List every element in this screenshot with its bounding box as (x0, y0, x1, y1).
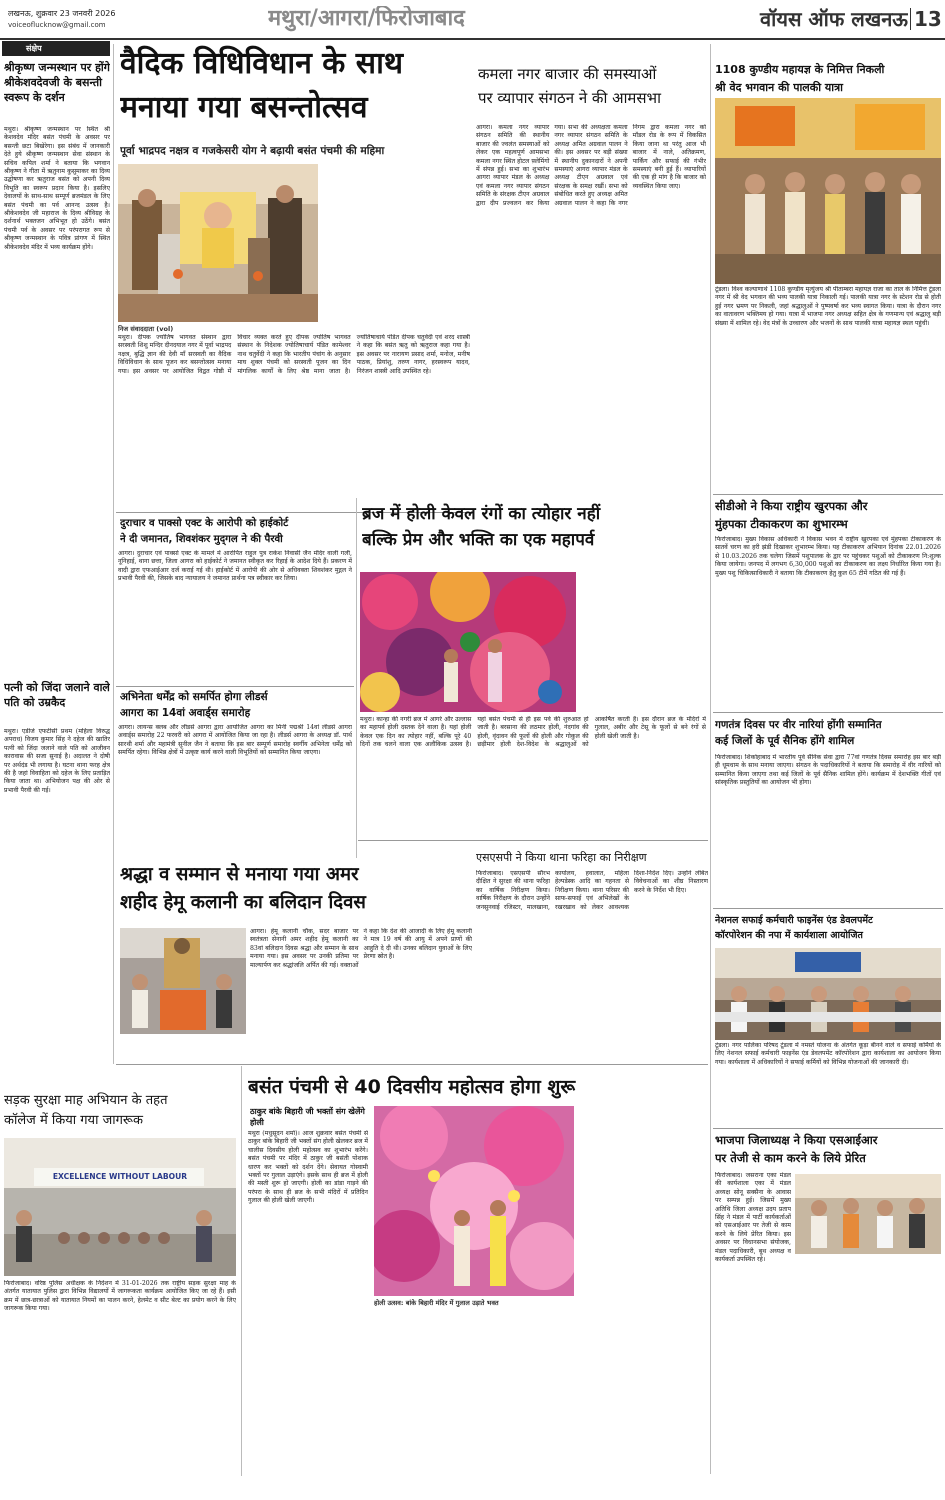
story-hemu (116, 858, 472, 1064)
sidebar-story2-headline: पत्नी को जिंदा जलाने वाले पति को उम्रकैद (4, 681, 110, 709)
story-holi (358, 498, 708, 838)
brand-logo: वॉयस ऑफ लखनऊ (760, 7, 908, 31)
sadak-body: फिरोजाबाद। वरिष्ठ पुलिस अधीक्षक के निर्देशन में 31-01-2026 तक राष्ट्रीय सड़क सुरक्षा माह के अंतर्गत यातायात पुलिस द्वारा विभिन्न विद्यालयों में जागरूकता कार्यक्रम आयोजित किए जा रहे हैं। इसी क्रम में छात्र-छात्राओं को यातायात नियमों का पालन करने, हेलमेट व सीट बेल्ट का प्रयोग करने के लिए जागरूक किया गया। (4, 1280, 236, 1313)
story-vasant (116, 42, 472, 512)
hemu-body: आगरा। हेमू कलानी चौक, सदर बाजार पर स्वतंत्रता सेनानी अमर शहीद हेमू कलानी का 83वां बलिदान दिवस श्रद्धा और सम्मान के साथ मनाया गया। इस अवसर पर उनकी प्रतिमा पर माल्यार्पण कर श्रद्धांजलि अर्पित की गई। वक्ताओं ने कहा कि देश की आजादी के लिए हेमू कलानी ने मात्र 19 वर्ष की आयु में अपने प्राणों की आहुति दे दी थी। उनका बलिदान युवाओं के लिए प्रेरणा स्रोत है। (250, 928, 472, 969)
story-kundiya (713, 42, 943, 492)
holi-body: मथुरा। कान्हा की नगरी ब्रज में आगरे और उल्लास का महापर्व होली दस्तक देने वाला है। यहां होली केवल एक दिन का त्योहार नहीं, बल्कि पूरे 40 दिनों तक चलने वाला एक अलौकिक उत्सव है। यहां बसंत पंचमी से ही इस पर्व की शुरुआत हो जाती है। बरसाना की लठमार होली, नंदगांव की होली, वृंदावन की फूलों की होली और गोकुल की छड़ीमार होली देश-विदेश के श्रद्धालुओं को आकर्षित करती है। इस दौरान ब्रज के मंदिरों में गुलाल, अबीर और टेसू के फूलों से बने रंगों से होली खेली जाती है। (360, 716, 706, 749)
bjp-headline-2: पर तेजी से काम करने के लिये प्रेरित (715, 1151, 866, 1165)
vasant-subheadline: पूर्वा भाद्रपद नक्षत्र व गजकेसरी योग ने बढ़ायी बसंत पंचमी की महिमा (120, 145, 385, 157)
holi-body-side (580, 572, 706, 712)
story-basant40 (244, 1066, 710, 1476)
page-number: 13 (914, 7, 942, 31)
date-line: लखनऊ, शुक्रवार 23 जनवरी 2026 (8, 9, 116, 18)
dharmendra-headline-1: अभिनेता धर्मेंद्र को समर्पित होगा लीडर्स (120, 691, 268, 703)
story-dharmendra (116, 688, 354, 856)
ssp-body: फिरोजाबाद। एसएसपी सौरभ दीक्षित ने सुरक्षा की थाना फरिहा का वार्षिक निरीक्षण किया। वार्षिक निरीक्षण के दौरान उन्होंने जनसुनवाई रजिस्टर, मालखाना, कार्यालय, हवालात, महिला हेल्पडेस्क आदि का गहनता से निरीक्षण किया। थाना परिसर की साफ-सफाई एवं अभिलेखों के रखरखाव को लेकर आवश्यक दिशा-निर्देश दिए। उन्होंने लंबित विवेचनाओं का शीघ्र निस्तारण करने के निर्देश भी दिए। (476, 870, 708, 911)
sidebar-story1-headline: श्रीकृष्ण जन्मस्थान पर होंगे श्रीकेशवदेवजी के बसन्ती स्वरूप के दर्शन (4, 61, 110, 104)
gantantra-body: फिरोजाबाद। शिकोहाबाद में भारतीय पूर्व सैनिक सेवा द्वारा 77वां गणतंत्र दिवस समारोह इस बार बड़ी ही धूमधाम के साथ मनाया जाएगा। संगठन के पदाधिकारियों ने बताया कि समारोह में वीर नारियों को सम्मानित किया जाएगा तथा कई जिलों के पूर्व सैनिक शामिल होंगे। कार्यक्रम में देशभक्ति गीतों एवं सांस्कृतिक प्रस्तुतियों का आयोजन भी होगा। (715, 754, 941, 787)
story-sadak (0, 1066, 240, 1476)
dharmendra-headline-2: आगरा का 14वां अवार्ड्स समारोह (120, 707, 251, 719)
mukdama-headline-1: दुराचार व पाक्सो एक्ट के आरोपी को हाईकोर्ट (120, 518, 289, 529)
sidebar (0, 40, 112, 1040)
basant40-photo-caption: होली उत्सव: बांके बिहारी मंदिर में गुलाल उड़ाते भक्त (374, 1299, 499, 1307)
sidebar-label: संक्षेप (2, 41, 110, 56)
basant40-caption: ठाकुर बांके बिहारी जी भक्तों संग खेलेंगे होली (250, 1107, 365, 1127)
basant40-body-right (578, 1106, 708, 1476)
vasant-photo (118, 164, 318, 322)
section-title: मथुरा/आगरा/फिरोजाबाद (268, 6, 465, 31)
kamla-headline-1: कमला नगर बाजार की समस्याओं (478, 65, 657, 83)
gantantra-headline-2: कई जिलों के पूर्व सैनिक होंगे शामिल (715, 735, 855, 747)
sadak-headline-1: सड़क सुरक्षा माह अभियान के तहत (4, 1093, 168, 1108)
masthead (0, 0, 945, 40)
holi-headline-2: बल्कि प्रेम और भक्ति का एक महापर्व (362, 530, 595, 550)
ssp-headline: एसएसपी ने किया थाना फरिहा का निरीक्षण (476, 851, 647, 864)
vasant-photo-credit: निज संवाददाता (vol) (118, 325, 174, 333)
dharmendra-body: आगरा। लायन्स क्लब और लीडर्स आगरा द्वारा आयोजित आगरा का मिनी पद्मश्री 14वां लीडर्स आगरा अवार्ड्स समारोह 22 फरवरी को आगरा में आयोजित किया जा रहा है। लीडर्स आगरा के अध्यक्ष डॉ. पार्थ सारथी शर्मा और महामंत्री सुनील जैन ने बताया कि इस बार सम्पूर्ण समारोह स्वर्गीय अभिनेता धर्मेंद्र को समर्पित रहेगा। विभिन्न क्षेत्रों में उत्कृष्ट कार्य करने वाली विभूतियों को सम्मानित किया जाएगा। (118, 724, 352, 757)
story-mukdama (116, 514, 354, 686)
hemu-photo (120, 928, 246, 1034)
kamla-body: आगरा। कमला नगर व्यापार संगठन समिति की स्थानीय बाजार की ज्वलंत समस्याओं को लेकर एक महत्वपूर्ण आमसभा कमला नगर स्थित होटल फ़्लेमिंगो में संपन्न हुई। सभा का शुभारंभ आगरा व्यापार मंडल के अध्यक्ष एवं कमला नगर व्यापार संगठन समिति के संरक्षक टीएन अग्रवाल द्वारा दीप प्रज्वलन कर किया गया। सभा की अध्यक्षता कमला नगर व्यापार संगठन समिति के अध्यक्ष अमित अग्रवाल पालन ने की। इस अवसर पर बड़ी संख्या में स्थानीय दुकानदारों ने अपनी समस्याएं आगरा व्यापार मंडल के अध्यक्ष टीएन अग्रवाल एवं संरक्षक के समक्ष रखीं। सभा को संबोधित करते हुए अध्यक्ष अमित अग्रवाल पालन ने कहा कि नगर निगम द्वारा कमला नगर को मॉडल रोड के रूप में विकसित किया जाना था परंतु आज भी बाजार में नाले, अतिक्रमण, पार्किंग और सफाई की गंभीर समस्याएं बनी हुई हैं। व्यापारियों की एक ही मांग है कि बाजार को व्यवस्थित किया जाए। (476, 124, 706, 207)
kundiya-body: टूंडला। विश्व कल्याणार्थ 1108 कुण्डीय मृत्युंजय श्री पीताम्बरा महायज्ञ राजा का ताल के निमित्त टूंडला नगर में श्री वेद भगवान की भव्य पालकी यात्रा निकाली गई। पालकी यात्रा नगर के स्टेशन रोड से होती हुई नगर भ्रमण पर निकली, जहां श्रद्धालुओं ने पुष्पवर्षा कर भव्य स्वागत किया। यात्रा के दौरान नगर का वातावरण भक्तिमय हो गया। यात्रा में भाजपा नगर अध्यक्ष सहित क्षेत्र के गणमान्य एवं श्रद्धालु बड़ी संख्या में शामिल रहे। वेद मंत्रों के उच्चारण और भजनों के साथ पालकी यात्रा महायज्ञ स्थल पहुंची। (715, 286, 941, 327)
hemu-headline-2: शहीद हेमू कलानी का बलिदान दिवस (120, 892, 366, 913)
story-cdo (713, 496, 943, 712)
basant40-body: मथुरा (मधुसूदन शर्मा)। आज शुक्रवार बसंत पंचमी से ठाकुर बांके बिहारी जी भक्तों संग होली खेलकर ब्रज में चालीस दिवसीय होली महोत्सव का शुभारंभ करेंगे। बसंत पंचमी पर मंदिर में ठाकुर जी बसंती पोशाक धारण कर भक्तों को दर्शन देंगे। सेवायत गोस्वामी भक्तों पर गुलाल उड़ाएंगे। इसके साथ ही ब्रज में होली की मस्ती शुरू हो जाएगी। होली का डांडा गाड़ने की परंपरा के साथ ही ब्रज के सभी मंदिरों में प्रतिदिन गुलाल की होली खेली जाएगी। (248, 1130, 368, 1205)
hemu-headline-1: श्रद्धा व सम्मान से मनाया गया अमर (120, 864, 359, 885)
bjp-headline-1: भाजपा जिलाध्यक्ष ने किया एसआईआर (715, 1133, 878, 1147)
story-bjp (713, 1130, 943, 1475)
bjp-body: फिरोजाबाद। जसराना एका मंडल की कार्यशाला एका में मंडल अध्यक्ष सोनू सक्सैना के आवास पर सम्पन्न हुई। जिसमें मुख्य अतिथि जिला अध्यक्ष उदय प्रताप सिंह ने मंडल में पार्टी कार्यकर्ताओं को एसआईआर पर तेजी से काम करने के लिये प्रेरित किया। इस अवसर पर विधानसभा संयोजक, मंडल पदाधिकारी, बूथ अध्यक्ष व कार्यकर्ता उपस्थित रहे। (715, 1172, 791, 1264)
basant40-photo (374, 1106, 574, 1296)
holi-headline-1: ब्रज में होली केवल रंगों का त्योहार नहीं (362, 504, 601, 524)
sidebar-story2-body: मथुरा। एडीजे एफटीसी प्रथम (महिला विरुद्ध अपराध) विजय कुमार सिंह ने दहेज की खातिर पत्नी को जिंदा जलाने वाले पति को आजीवन कारावास की सजा सुनाई है। अदालत ने दोषी पर अर्थदंड भी लगाया है। घटना थाना फरह क्षेत्र की है जहां विवाहिता को दहेज के लिए प्रताड़ित किया जाता था। अभियोजन पक्ष की ओर से प्रभावी पैरवी की गई। (4, 728, 110, 794)
cdo-body: फिरोजाबाद। मुख्य विकास अधिकारी ने विकास भवन में राष्ट्रीय खुरपका एवं मुंहपका टीकाकरण के सातवें चरण का हरी झंडी दिखाकर शुभारम्भ किया। यह टीकाकरण अभियान दिनांक 22.01.2026 से 10.03.2026 तक चलेगा जिसमें पशुपालक के द्वार पर पहुंचकर पशुओं को टीकाकरण नि:शुल्क किया जायेगा। जनपद में लगभग 6,30,000 पशुओं का टीकाकरण का लक्ष्य निर्धारित किया गया है। मुख्य पशु चिकित्साधिकारी ने बताया कि टीकाकरण हेतु कुल 65 टीमें गठित की गई हैं। (715, 536, 941, 577)
vasant-body-side (322, 164, 470, 332)
vasant-body: मथुरा। दीपक ज्योतिष भागवत संस्थान द्वारा सरस्वती शिशु मन्दिर दीनदयाल नगर में पूर्वा भाद्रपद नक्षत्र, बुद्धि ज्ञान की देवी माँ सरस्वती का वैदिक विधिविधान के साथ पूजन कर बसन्तोत्सव मनाया गया। इस अवसर पर आयोजित विद्वत गोष्ठी में विचार व्यक्त करते हुए दीपक ज्योतिष भागवत संस्थान के निदेशक ज्योतिषाचार्य पंडित कामेश्वर नाथ चतुर्वेदी ने कहा कि भारतीय पंचांग के अनुसार माघ शुक्ल पंचमी को सरस्वती पूजन का दिन मांगलिक कार्यों के लिए श्रेष्ठ माना जाता है। ज्योतिषाचार्य पंडित दीपक चतुर्वेदी एवं शरद शास्त्री ने कहा कि बसंत ऋतु को ऋतुराज कहा गया है। इस अवसर पर नारायण प्रसाद शर्मा, मनोज, मनीष पाठक, प्रियांशु, तरुण नागर, हरस्वरूप यादव, निरंजन शास्त्री आदि उपस्थित रहे। (118, 334, 470, 375)
kamla-headline-2: पर व्यापार संगठन ने की आमसभा (478, 89, 661, 107)
national-body: टूंडला। नगर पालिका परिषद टूंडला में नमस्ते योजना के अंतर्गत कूड़ा बीनने वाले व सफाई कर्मियों के लिए नेशनल सफाई कर्मचारी फाइनेंस एंड डेवलपमेंट कॉरपोरेशन द्वारा कार्यशाला का आयोजन किया गया। कार्यशाला में अधिकारियों ने सफाई कर्मियों को विभिन्न योजनाओं की जानकारी दी। (715, 1042, 941, 1066)
kundiya-headline-1: 1108 कुण्डीय महायज्ञ के निमित्त निकली (715, 63, 885, 76)
sadak-photo (4, 1138, 236, 1276)
sadak-banner-text: EXCELLENCE WITHOUT LABOUR (52, 1172, 188, 1181)
story-ssp (474, 842, 708, 1062)
national-photo (715, 948, 941, 1040)
sadak-headline-2: कॉलेज में किया गया जागरूक (4, 1113, 144, 1128)
vasant-headline-2: मनाया गया बसन्तोत्सव (120, 90, 368, 125)
mukdama-headline-2: ने दी जमानत, शिवशंकर मुद्‌गल ने की पैरवी (120, 534, 283, 545)
gantantra-headline-1: गणतंत्र दिवस पर वीर नारियां होंगी सम्मानित (715, 719, 882, 731)
story-kamla (474, 42, 708, 494)
vasant-headline-1: वैदिक विधिविधान के साथ (120, 46, 404, 81)
cdo-headline-2: मुंहपका टीकाकरण का शुभारम्भ (715, 517, 848, 531)
national-headline-2: कॉरपोरेशन की नपा में कार्यशाला आयोजित (715, 930, 863, 941)
cdo-headline-1: सीडीओ ने किया राष्ट्रीय खुरपका और (715, 499, 868, 513)
bjp-photo (795, 1174, 941, 1254)
mukdama-body: आगरा। दुराचार एवं पाक्सो एक्ट के मामले में आरोपित राहुल पुत्र राकेश निवासी जैन मंदिर वाली गली, नूनिहाई, थाना छत्ता, जिला आगरा को हाईकोर्ट ने जमानत स्वीकृत कर रिहाई के आदेश दिये हैं। प्रकरण में वादी द्वारा एफआईआर दर्ज कराई गई थी। हाईकोर्ट में आरोपी की ओर से अधिवक्ता शिवशंकर मुद्गल ने प्रभावी पैरवी की, जिसके बाद न्यायालय ने जमानत प्रार्थना पत्र स्वीकार कर लिया। (118, 550, 352, 583)
masthead-email: voiceoflucknow@gmail.com (8, 21, 106, 29)
basant40-body-bottom (374, 1310, 574, 1476)
story-gantantra (713, 714, 943, 908)
holi-photo (360, 572, 576, 712)
sidebar-story1-body: मथुरा। श्रीकृष्ण जन्मस्थान पर स्थित श्री केशवदेव मंदिर बसंत पंचमी के अवसर पर बसन्ती छटा बिखेरेगा। इस संबंध में जानकारी देते हुये श्रीकृष्ण जन्मस्थान सेवा संस्थान के सचिव कपिल शर्मा ने बताया कि भगवान श्रीकृष्ण ने गीता में ऋतुनाम कुसुमाकर का दिव्य उद्घोषणा कर ऋतुराज बसंत को अपनी दिव्य विभूति का स्वरूप प्रदान किया है। इसलिए देवालयों के साथ-साथ सम्पूर्ण ब्रजमंडल के लिए बसंत पंचमी का पर्व आनन्द उत्सव है। श्रीकेशवदेव जी महाराज के दिव्य श्रीविग्रह के दर्शनार्थ भक्तजन अभिभूत हो उठेंगे। बसंत पंचमी पर्व के अवसर पर परंपरागत रूप से श्रीकृष्ण जन्मस्थान के पवित्र प्रांगण में स्थित श्रीकेशवदेव मंदिर में भव्य कार्यक्रम होंगे। (4, 126, 110, 251)
national-headline-1: नेशनल सफाई कर्मचारी फाइनेंस एंड डेवलपमेंट (715, 915, 873, 926)
kundiya-headline-2: श्री वेद भगवान की पालकी यात्रा (715, 81, 844, 94)
basant40-headline: बसंत पंचमी से 40 दिवसीय महोत्सव होगा शुरू (248, 1076, 576, 1098)
kundiya-photo (715, 98, 941, 284)
story-national (713, 910, 943, 1126)
